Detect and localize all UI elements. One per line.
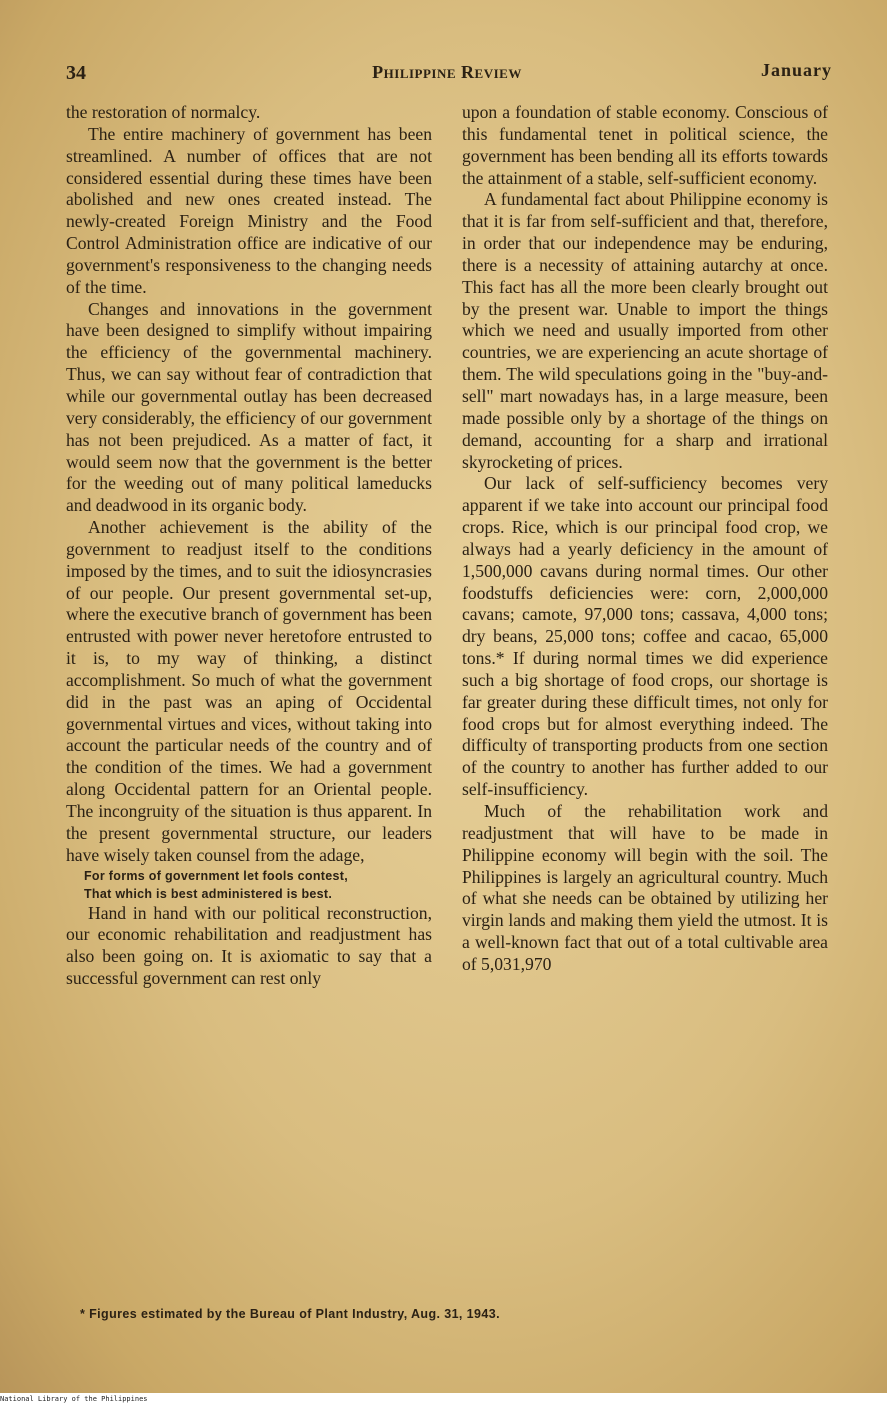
- paragraph: A fundamental fact about Philippine economy is that it is far from self-sufficient and that, therefore, in order that our independence may be enduring, there is a necessity of attaining autarchy at once. This fact has all the more been clearly brought out by the present war. Unable to import the things which we need and usually imported from other countries, we are experiencing an acute shortage of them. The wild speculations going in the "buy-and-sell" mart nowadays has, in a large measure, been made possible only by a shortage of the things on demand, accounting for a sharp and irrational skyrocketing of prices.: [462, 189, 828, 472]
- paragraph: Our lack of self-sufficiency becomes very apparent if we take into account our principal food crops. Rice, which is our principal food crop, we always had a yearly deficiency in the amount of 1,500,000 cavans during normal times. Our other foodstuffs deficiencies were: corn, 2,000,000 cavans; camote, 97,000 tons; cassava, 4,000 tons; dry beans, 25,000 tons; coffee and cacao, 65,000 tons.* If during normal times we did experience such a big shortage of food crops, our shortage is far greater during these difficult times, not only for food crops but for almost everything indeed. The difficulty of transporting products from one section of the country to another has further added to our self-insufficiency.: [462, 473, 828, 800]
- left-column: [66, 102, 432, 990]
- page-number: 34: [66, 62, 86, 84]
- paragraph: The entire machinery of government has been streamlined. A number of offices that are not considered essential during these times have been abolished and new ones created instead. The newly-created Foreign Ministry and the Food Control Administration office are indicative of our government's responsiveness to the changing needs of the time.: [66, 123, 432, 297]
- verse-line: That which is best administered is best.: [84, 886, 333, 901]
- paragraph: Much of the rehabilitation work and readjustment that will have to be made in Philippine economy will begin with the soil. The Philippines is largely an agricultural country. Much of what she needs can be obtained by utilizing her virgin lands and making them yield the utmost. It is a well-known fact that out of a total cultivable area of 5,031,970: [462, 801, 828, 974]
- quoted-verse: [66, 867, 432, 903]
- page-header: [62, 58, 832, 86]
- paragraph: upon a foundation of stable economy. Conscious of this fundamental tenet in political science, the government has been bending all its efforts towards the attainment of a stable, self-sufficient economy.: [462, 102, 828, 188]
- paragraph: Changes and innovations in the government have been designed to simplify without impairing the efficiency of the governmental machinery. Thus, we can say without fear of contradiction that while our governmental outlay has been decreased very considerably, the efficiency of our government has not been prejudiced. As a matter of fact, it would seem now that the government is the better for the weeding out of many political lameducks and deadwood in its organic body.: [66, 298, 432, 516]
- paragraph: the restoration of normalcy.: [66, 102, 261, 122]
- footnote: * Figures estimated by the Bureau of Plant Industry, Aug. 31, 1943.: [80, 1307, 500, 1321]
- library-credit: National Library of the Philippines: [0, 1395, 148, 1403]
- right-column: [462, 102, 828, 976]
- verse-line: For forms of government let fools contest,: [84, 868, 349, 883]
- paragraph: Hand in hand with our political reconstruction, our economic rehabilitation and readjustment has also been going on. It is axiomatic to say that a successful government can rest only: [66, 902, 432, 989]
- paragraph: Another achievement is the ability of the government to readjust itself to the conditions imposed by the times, and to suit the idiosyncrasies of our people. Our present governmental set-up, where the executive branch of government has been entrusted with power never heretofore entrusted to it is, to my way of thinking, a distinct accomplishment. So much of what the government did in the past was an aping of Occidental governmental virtues and vices, without taking into account the particular needs of the country and of the condition of the times. We had a government along Occidental pattern for an Oriental people. The incongruity of the situation is thus apparent. In the present governmental structure, our leaders have wisely taken counsel from the adage,: [66, 517, 432, 865]
- running-title: Philippine Review: [372, 62, 522, 82]
- issue-month: January: [760, 60, 832, 80]
